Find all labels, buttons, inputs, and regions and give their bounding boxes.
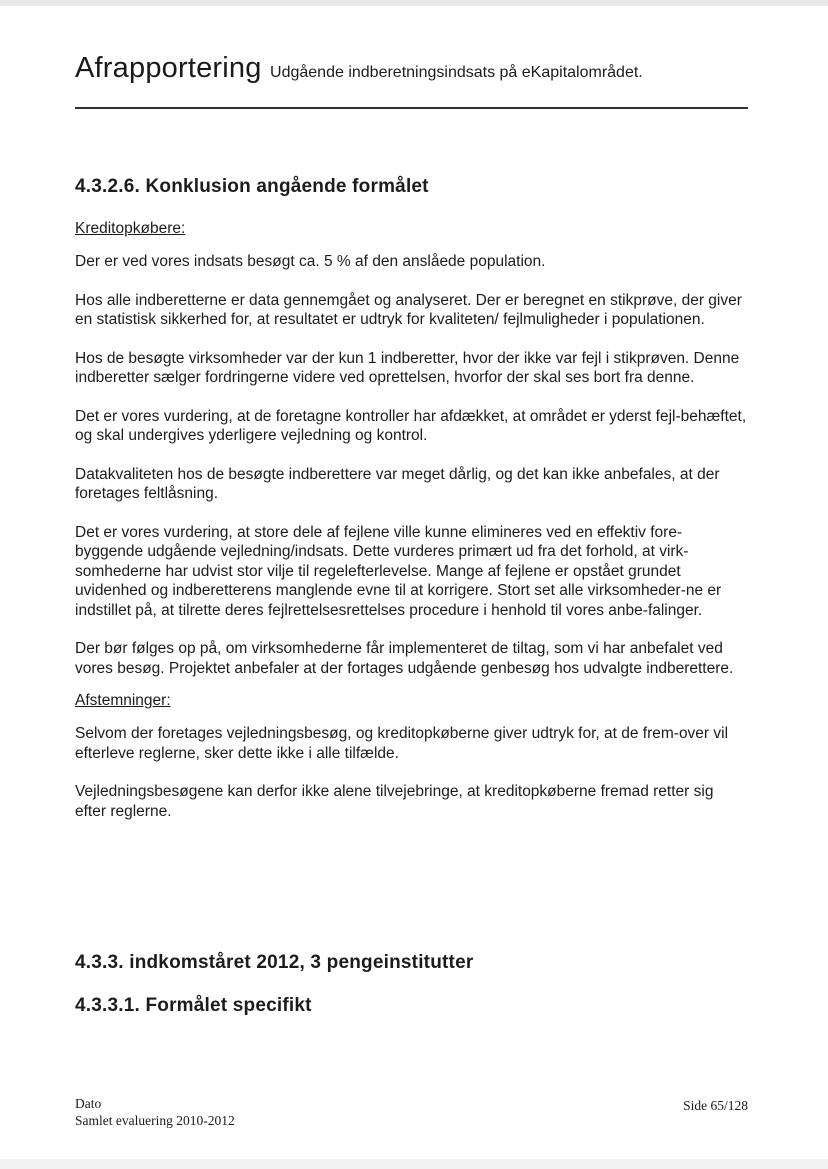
footer-left — [75, 1095, 748, 1129]
paragraph: Der er ved vores indsats besøgt ca. 5 % af den anslåede population. — [75, 253, 546, 270]
paragraph: Det er vores vurdering, at store dele af fejlene ville kunne elimineres ved en effektiv fore-byggende udgående vejledning/indsats. Dette vurderes primært ud fra det forhold, at virk-somhederne har udvist stor vilje til regelefterlevelse. Mange af fejlene er opstået grundet uvidenhed og indberetterens manglende evne til at korrigere. Stort set alle virksomheder-ne er indstillet på, at tilrette deres fejlrettelsesrettelses procedure i henhold til vores anbe-falinger. — [75, 523, 722, 619]
subheading-afstemninger: Afstemninger: — [75, 692, 171, 709]
section-heading: 4.3.2.6. Konklusion angående formålet — [75, 176, 429, 197]
section-heading-4-3-3: 4.3.3. indkomståret 2012, 3 pengeinstitutter — [75, 952, 474, 973]
paragraph: Datakvaliteten hos de besøgte indberettere var meget dårlig, og det kan ikke anbefales, at der foretages feltlåsning. — [75, 465, 720, 502]
page-footer — [75, 1095, 748, 1129]
paragraph: Det er vores vurdering, at de foretagne kontroller har afdækket, at området er yderst fejl-behæftet, og skal undergives yderligere vejledning og kontrol. — [75, 407, 747, 444]
section-heading-4-3-3-1: 4.3.3.1. Formålet specifikt — [75, 995, 312, 1016]
paragraph: Hos alle indberetterne er data gennemgået og analyseret. Der er beregnet en stikprøve, der giver en statistisk sikkerhed for, at resultatet er udtryk for kvaliteten/ fejlmuligheder i populationen. — [75, 291, 742, 328]
paragraph: Selvom der foretages vejledningsbesøg, og kreditopkøberne giver udtryk for, at de frem-over vil efterleve reglerne, sker dette ikke i alle tilfælde. — [75, 725, 729, 762]
header-title: Afrapportering — [75, 52, 262, 84]
header-subtitle: Udgående indberetningsindsats på eKapitalområdet. — [270, 64, 643, 81]
header-divider — [75, 107, 748, 109]
page-header — [75, 52, 755, 85]
paragraph: Der bør følges op på, om virksomhederne får implementeret de tiltag, som vi har anbefalet ved vores besøg. Projektet anbefaler at der fortages udgående genbesøg hos udvalgte indberettere. — [75, 640, 734, 677]
scan-edge-bottom — [0, 1159, 828, 1169]
page-body — [75, 176, 747, 840]
subheading-kreditopkobere: Kreditopkøbere: — [75, 220, 186, 237]
paragraph: Hos de besøgte virksomheder var der kun 1 indberetter, hvor der ikke var fejl i stikprøven. Denne indberetter sælger fordringerne videre ved oprettelsen, hvorfor der skal ses bort fra denne. — [75, 349, 740, 386]
footer-document-name: Samlet evaluering 2010-2012 — [75, 1113, 235, 1128]
page-number: Side 65/128 — [683, 1098, 748, 1113]
scan-edge-top — [0, 0, 828, 6]
footer-date-label: Dato — [75, 1096, 102, 1111]
paragraph: Vejledningsbesøgene kan derfor ikke alene tilvejebringe, at kreditopkøberne fremad retter sig efter reglerne. — [75, 783, 714, 820]
